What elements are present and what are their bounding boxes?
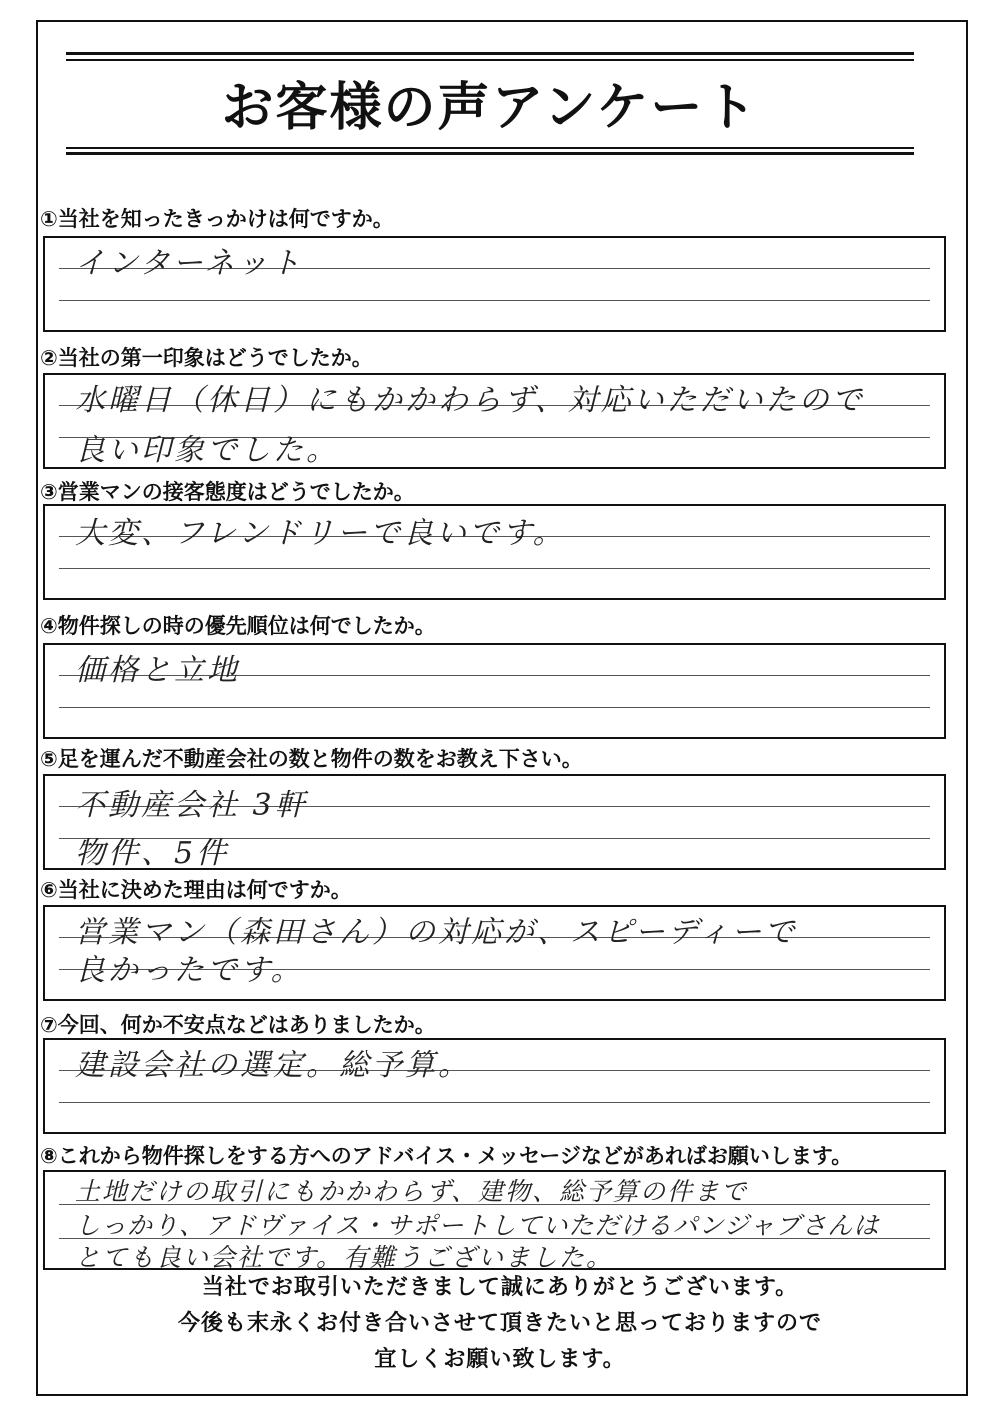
question-3-answer-box bbox=[43, 504, 946, 600]
question-4-answer-line-1: 価格と立地 bbox=[75, 653, 240, 688]
question-4-label: ④物件探しの時の優先順位は何でしたか。 bbox=[40, 614, 436, 638]
question-1-answer-box bbox=[43, 236, 946, 332]
question-3-label: ③営業マンの接客態度はどうでしたか。 bbox=[40, 480, 415, 504]
question-2-answer-box bbox=[43, 373, 946, 469]
question-5-answer-box bbox=[43, 774, 946, 870]
title-bottom-rule-thin bbox=[66, 147, 914, 149]
question-2-answer-line-1: 水曜日（休日）にもかかわらず、対応いただいたので bbox=[75, 383, 865, 418]
question-8-answer-line-1: 土地だけの取引にもかかわらず、建物、総予算の件まで bbox=[75, 1177, 749, 1206]
question-2-answer-line-2: 良い印象でした。 bbox=[75, 433, 339, 468]
title-top-rule-thin bbox=[66, 59, 914, 61]
page-title: お客様の声アンケート bbox=[221, 77, 759, 138]
question-7-answer-line-1: 建設会社の選定。総予算。 bbox=[75, 1048, 471, 1083]
thanks-line-1: 当社でお取引いただきまして誠にありがとうございます。 bbox=[201, 1275, 799, 1300]
question-7-label: ⑦今回、何か不安点などはありましたか。 bbox=[40, 1013, 436, 1037]
question-5-answer-line-1: 不動産会社 3軒 bbox=[75, 788, 308, 823]
thanks-line-3: 宜しくお願い致します。 bbox=[374, 1347, 626, 1372]
question-2-label: ②当社の第一印象はどうでしたか。 bbox=[40, 346, 373, 370]
thanks-line-2: 今後も末永くお付き合いさせて頂きたいと思っておりますので bbox=[177, 1311, 822, 1336]
title-top-rule bbox=[66, 52, 914, 55]
question-8-answer-line-2: しっかり、アドヴァイス・サポートしていただけるパンジャブさんは bbox=[75, 1211, 880, 1240]
question-6-answer-box bbox=[43, 905, 946, 1001]
question-6-label: ⑥当社に決めた理由は何ですか。 bbox=[40, 878, 352, 902]
question-8-answer-line-3: とても良い会社です。有難うございました。 bbox=[75, 1243, 614, 1272]
title-bottom-rule bbox=[66, 152, 914, 155]
question-1-answer-line-1: インターネット bbox=[75, 246, 304, 281]
question-3-answer-line-1: 大変、フレンドリーで良いです。 bbox=[75, 516, 566, 551]
question-7-answer-box bbox=[43, 1038, 946, 1134]
question-5-label: ⑤足を運んだ不動産会社の数と物件の数をお教え下さい。 bbox=[40, 747, 583, 771]
question-5-answer-line-2: 物件、5件 bbox=[75, 836, 230, 871]
question-6-answer-line-2: 良かったです。 bbox=[75, 953, 304, 988]
question-1-label: ①当社を知ったきっかけは何ですか。 bbox=[40, 207, 394, 231]
question-4-answer-box bbox=[43, 643, 946, 739]
question-8-answer-box bbox=[43, 1170, 946, 1270]
question-6-answer-line-1: 営業マン（森田さん）の対応が、スピーディーで bbox=[75, 915, 798, 950]
question-8-label: ⑧これから物件探しをする方へのアドバイス・メッセージなどがあればお願いします。 bbox=[40, 1144, 853, 1168]
